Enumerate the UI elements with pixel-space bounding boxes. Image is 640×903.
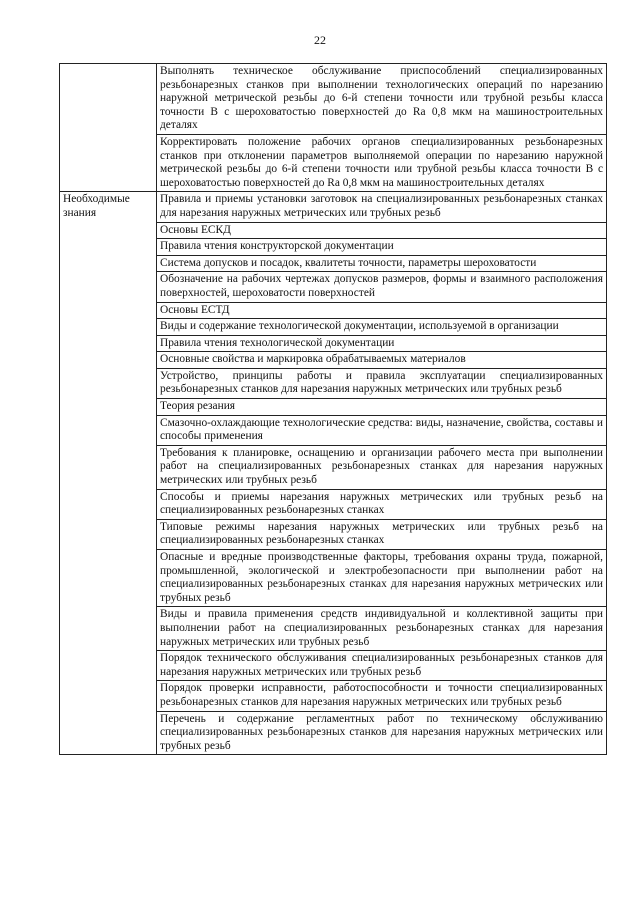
knowledge-item-cell <box>157 711 607 755</box>
skill-cell <box>157 134 607 191</box>
knowledge-item-cell <box>157 489 607 519</box>
page-number: 22 <box>314 33 326 47</box>
knowledge-item: Смазочно-охлаждающие технологические средства: виды, назначение, свойства, составы и способы применения <box>160 416 603 443</box>
knowledge-item-cell <box>157 335 607 352</box>
knowledge-item: Способы и приемы нарезания наружных метрических или трубных резьб на специализированных резьбонарезных станках <box>160 490 603 517</box>
knowledge-item: Устройство, принципы работы и правила эксплуатации специализированных резьбонарезных станков для нарезания наружных метрических или трубных резьб <box>160 369 603 396</box>
skills-label-cell <box>60 64 157 192</box>
knowledge-item-cell <box>157 302 607 319</box>
knowledge-item-cell <box>157 550 607 607</box>
knowledge-item-cell <box>157 192 607 222</box>
knowledge-item: Перечень и содержание регламентных работ по техническому обслуживанию специализированных резьбонарезных станков для нарезания наружных метрических или трубных резьб <box>160 712 603 752</box>
knowledge-label-cell <box>60 192 157 755</box>
knowledge-item-cell <box>157 239 607 256</box>
knowledge-item-cell <box>157 399 607 416</box>
knowledge-item: Правила и приемы установки заготовок на специализированных резьбонарезных станках для нарезания наружных метрических или трубных резьб <box>160 193 603 219</box>
knowledge-item: Опасные и вредные производственные факторы, требования охраны труда, пожарной, промышленной, экологической и электробезопасности при выполнении работ на специализированных резьбонарезных станках для нарезания наружных метрических или трубных резьб <box>160 551 603 604</box>
knowledge-item-cell <box>157 519 607 549</box>
requirements-table <box>59 63 607 755</box>
knowledge-item: Порядок технического обслуживания специализированных резьбонарезных станков для нарезания наружных метрических или трубных резьб <box>160 652 603 678</box>
table-row <box>60 192 607 222</box>
table-row <box>60 64 607 135</box>
knowledge-item: Основные свойства и маркировка обрабатываемых материалов <box>160 353 466 366</box>
skill-text: Выполнять техническое обслуживание приспособлений специализированных резьбонарезных станков при выполнении технологических операций по нарезанию наружной метрической резьбы до 6-й степени точности или трубной резьбы класса точности В с шероховатостью поверхностей до Ra 0,8 мкм на машиностроительных деталях <box>160 65 603 132</box>
knowledge-item: Требования к планировке, оснащению и организации рабочего места при выполнении работ на специализированных резьбонарезных станках для нарезания наружных метрических или трубных резьб <box>160 446 603 487</box>
knowledge-item-cell <box>157 607 607 651</box>
knowledge-item-cell <box>157 681 607 711</box>
knowledge-item: Основы ЕСТД <box>160 303 230 316</box>
knowledge-label: Необходимые знания <box>63 193 130 219</box>
knowledge-item: Правила чтения конструкторской документации <box>160 240 394 253</box>
knowledge-item-cell <box>157 352 607 369</box>
knowledge-item-cell <box>157 651 607 681</box>
knowledge-item: Правила чтения технологической документации <box>160 336 395 349</box>
knowledge-item: Основы ЕСКД <box>160 223 231 236</box>
knowledge-item: Типовые режимы нарезания наружных метрических или трубных резьб на специализированных резьбонарезных станках <box>160 520 603 547</box>
knowledge-item-cell <box>157 319 607 336</box>
knowledge-item: Порядок проверки исправности, работоспособности и точности специализированных резьбонарезных станков для нарезания наружных метрических или трубных резьб <box>160 682 603 708</box>
knowledge-item-cell <box>157 272 607 302</box>
knowledge-item-cell <box>157 415 607 445</box>
knowledge-item-cell <box>157 255 607 272</box>
knowledge-item: Виды и правила применения средств индивидуальной и коллективной защиты при выполнении работ на специализированных резьбонарезных станках для нарезания наружных метрических или трубных резьб <box>160 608 603 648</box>
knowledge-item: Теория резания <box>160 400 236 413</box>
knowledge-item: Система допусков и посадок, квалитеты точности, параметры шероховатости <box>160 256 537 269</box>
knowledge-item: Обозначение на рабочих чертежах допусков размеров, формы и взаимного расположения поверхностей, шероховатости поверхностей <box>160 273 603 299</box>
knowledge-item: Виды и содержание технологической документации, используемой в организации <box>160 320 559 333</box>
skill-text: Корректировать положение рабочих органов специализированных резьбонарезных станков при отклонении параметров выполняемой операции по нарезанию наружной метрической резьбы до 6-й степени точности или трубной резьбы класса точности В с шероховатостью поверхностей до Ra 0,8 мкм на машиностроительных деталях <box>160 135 603 189</box>
knowledge-item-cell <box>157 445 607 489</box>
knowledge-item-cell <box>157 222 607 239</box>
skill-cell <box>157 64 607 135</box>
knowledge-item-cell <box>157 368 607 398</box>
